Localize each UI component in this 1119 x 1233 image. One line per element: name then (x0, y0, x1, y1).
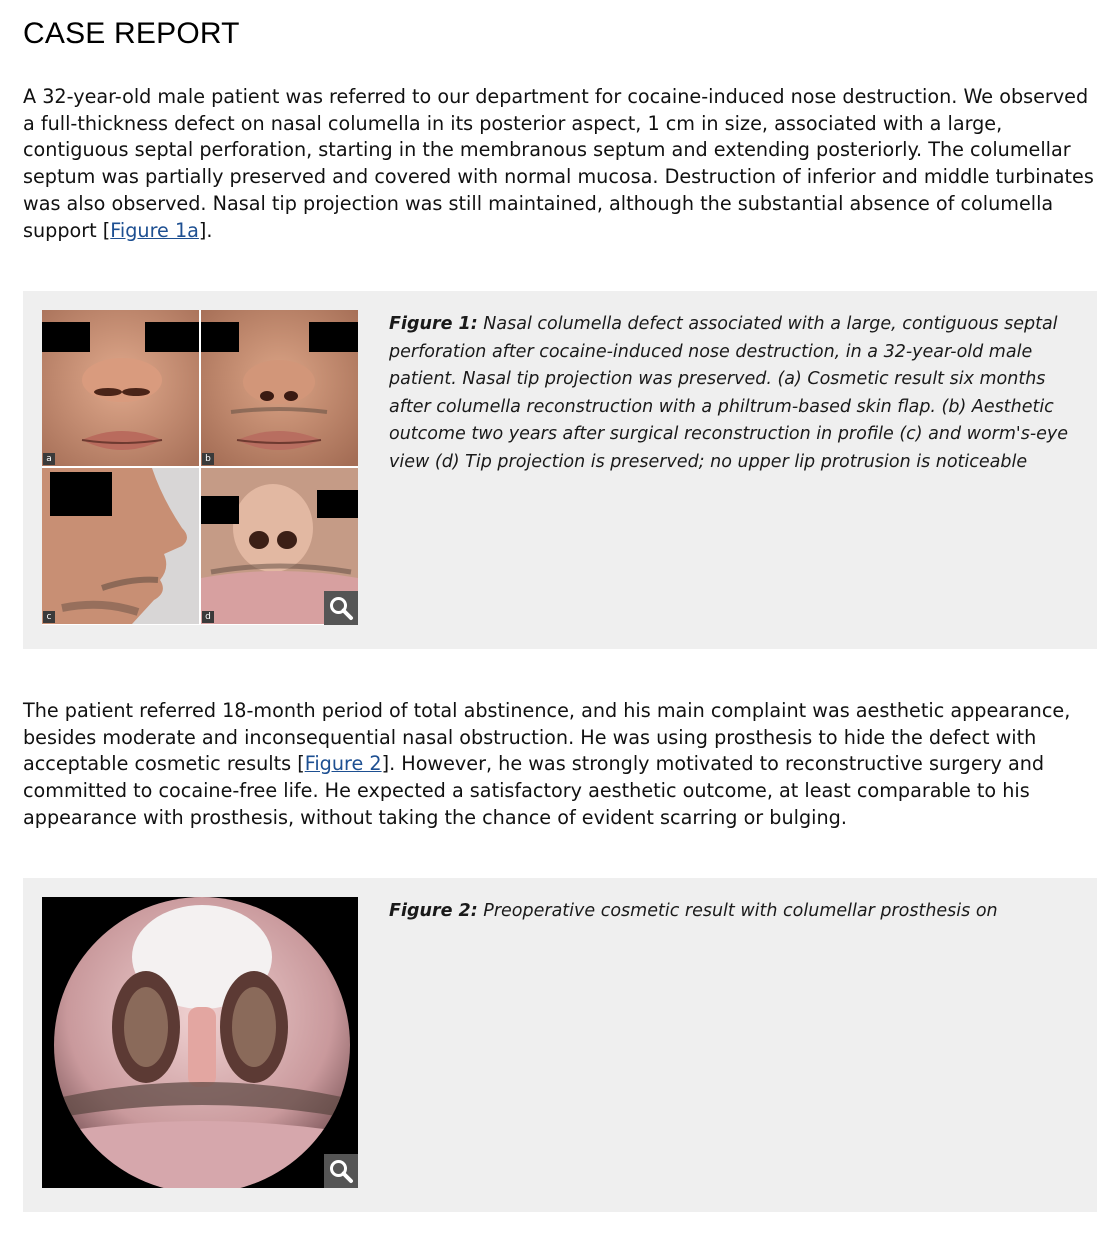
figure-2-caption-text: Preoperative cosmetic result with columellar prosthesis on (483, 901, 998, 921)
paragraph-1-text: A 32-year-old male patient was referred to our department for cocaine-induced nose destruction. We observed a full-thickness defect on nasal columella in its posterior aspect, 1 cm in size, associated with a large, contiguous septal perforation, starting in the membranous septum and extending posteriorly. The columellar septum was partially preserved and covered with normal mucosa. Destruction of inferior and middle turbinates was also observed. Nasal tip projection was still maintained, although the substantial absence of columella support [ (23, 85, 1094, 242)
figure-1a-link[interactable]: Figure 1a (110, 218, 199, 242)
figure-2-link[interactable]: Figure 2 (304, 752, 382, 776)
figure-2-image (42, 897, 358, 1188)
figure-1-label: Figure 1: (389, 314, 478, 334)
paragraph-1-text-end: ]. (198, 218, 213, 242)
figure-1-box (23, 291, 1097, 649)
paragraph-2-text-end: ]. However, he was strongly motivated to reconstructive surgery and committed to cocaine-free life. He expected a satisfactory aesthetic outcome, at least comparable to his appearance with prosthesis, without taking the chance of evident scarring or bulging. (23, 752, 1045, 829)
section-heading: CASE REPORT (23, 17, 240, 50)
figure-1-panel-a (42, 310, 199, 466)
panel-label-d: d (202, 611, 214, 623)
figure-2-thumbnail[interactable] (42, 897, 358, 1188)
figure-1-thumbnail[interactable] (42, 310, 358, 625)
figure-2-caption (389, 898, 1079, 926)
figure-1-panel-c (42, 468, 199, 624)
paragraph-2 (23, 698, 1098, 832)
paragraph-1 (23, 84, 1098, 244)
panel-label-b: b (202, 453, 214, 465)
figure-2-box (23, 878, 1097, 1212)
magnifier-icon (328, 1158, 354, 1184)
magnifier-icon (328, 595, 354, 621)
figure-2-label: Figure 2: (389, 901, 478, 921)
zoom-button[interactable] (324, 1154, 358, 1188)
figure-1-caption (389, 311, 1079, 477)
figure-1-caption-text: Nasal columella defect associated with a large, contiguous septal perforation after cocaine-induced nose destruction, in a 32-year-old male patient. Nasal tip projection was preserved. (a) Cosmetic result six months after columella reconstruction with a philtrum-based skin flap. (b) Aesthetic outcome two years after surgical reconstruction in profile (c) and worm's-eye view (d) Tip projection is preserved; no upper lip protrusion is noticeable (389, 314, 1069, 472)
zoom-button[interactable] (324, 591, 358, 625)
panel-label-a: a (43, 453, 55, 465)
panel-label-c: c (43, 611, 55, 623)
paragraph-2-text: The patient referred 18-month period of total abstinence, and his main complaint was aesthetic appearance, besides moderate and inconsequential nasal obstruction. He was using prosthesis to hide the defect with acceptable cosmetic results [ (23, 699, 1071, 776)
figure-1-panel-b (201, 310, 358, 466)
